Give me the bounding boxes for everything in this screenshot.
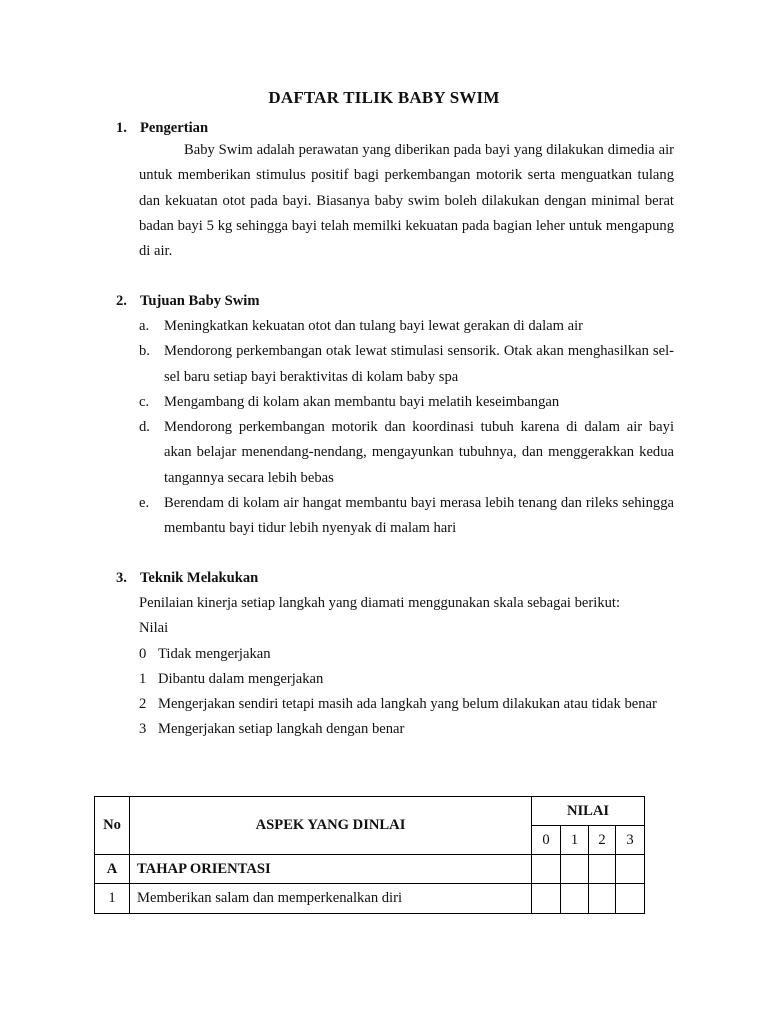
scale-row-2 (139, 692, 674, 717)
score-cell-3[interactable] (616, 884, 645, 914)
score-cell-3[interactable] (616, 855, 645, 884)
assessment-table (94, 796, 645, 914)
score-header-3: 3 (616, 826, 645, 855)
scale-row-3 (139, 717, 674, 742)
goal-marker: c. (139, 393, 150, 410)
section-3-number: 3. (116, 570, 127, 586)
table-row (95, 855, 645, 884)
score-header-1: 1 (561, 826, 589, 855)
row-number: A (95, 855, 130, 884)
score-cell-2[interactable] (589, 855, 616, 884)
score-cell-0[interactable] (532, 884, 561, 914)
header-no: No (95, 797, 130, 855)
row-number: 1 (95, 884, 130, 914)
goal-marker: b. (139, 343, 150, 360)
score-cell-1[interactable] (561, 884, 589, 914)
header-nilai: NILAI (532, 797, 645, 826)
scale-row-0 (139, 642, 674, 667)
document-title: DAFTAR TILIK BABY SWIM (268, 88, 500, 107)
goal-text: Mengambang di kolam akan membantu bayi melatih keseimbangan (164, 393, 560, 410)
scale-value: 3 (139, 721, 147, 738)
goal-item-b (139, 339, 674, 390)
scale-text: Dibantu dalam mengerjakan (158, 670, 324, 687)
scale-value: 1 (139, 670, 147, 687)
section-1-paragraph (139, 138, 674, 264)
scale-text: Mengerjakan setiap langkah dengan benar (158, 721, 405, 738)
section-1-number: 1. (116, 120, 127, 136)
row-aspect-text: TAHAP ORIENTASI (130, 855, 532, 884)
goal-text: Mendorong perkembangan otak lewat stimulasi sensorik. Otak akan menghasilkan sel-sel baru setiap bayi beraktivitas di kolam baby spa (164, 343, 674, 385)
section-2-heading (116, 289, 260, 314)
score-cell-0[interactable] (532, 855, 561, 884)
scale-row-1 (139, 667, 674, 692)
goal-marker: d. (139, 419, 150, 436)
goal-item-e (139, 491, 674, 542)
goal-text: Mendorong perkembangan motorik dan koordinasi tubuh karena di dalam air bayi akan belajar menendang-nendang, mengayunkan tubuhnya, dan menggerakkan kedua tangannya secara lebih bebas (164, 419, 674, 486)
scale-intro: Penilaian kinerja setiap langkah yang diamati menggunakan skala sebagai berikut: (139, 595, 621, 611)
definition-text: Baby Swim adalah perawatan yang diberikan pada bayi yang dilakukan dimedia air untuk memberikan stimulus positif bagi perkembangan motorik serta menguatkan tulang dan kekuatan otot pada bayi. Biasanya baby swim boleh dilakukan dengan minimal berat badan bayi 5 kg sehingga bayi telah memilki kekuatan pada bagian leher untuk mengapung di air. (139, 142, 674, 260)
scale-text: Tidak mengerjakan (158, 645, 271, 662)
goal-marker: a. (139, 318, 150, 334)
score-cell-2[interactable] (589, 884, 616, 914)
scale-text: Mengerjakan sendiri tetapi masih ada langkah yang belum dilakukan atau tidak benar (158, 696, 657, 713)
nilai-label: Nilai (139, 620, 169, 637)
header-aspect: ASPEK YANG DINLAI (130, 797, 532, 855)
goal-item-a (139, 314, 674, 339)
row-aspect-text: Memberikan salam dan memperkenalkan diri (130, 884, 532, 914)
score-cell-1[interactable] (561, 855, 589, 884)
goals-list (139, 314, 674, 542)
goal-text: Meningkatkan kekuatan otot dan tulang bayi lewat gerakan di dalam air (164, 318, 584, 334)
section-2-title: Tujuan Baby Swim (140, 293, 260, 309)
scale-value: 0 (139, 645, 147, 662)
section-3-heading (116, 566, 258, 591)
goal-item-c (139, 390, 674, 415)
scale-value: 2 (139, 696, 147, 713)
section-3-title: Teknik Melakukan (140, 570, 259, 586)
score-header-0: 0 (532, 826, 561, 855)
score-header-2: 2 (589, 826, 616, 855)
goal-item-d (139, 415, 674, 491)
table-header-row (95, 797, 645, 826)
table-row (95, 884, 645, 914)
scoring-scale (139, 591, 674, 743)
goal-marker: e. (139, 495, 150, 512)
goal-text: Berendam di kolam air hangat membantu bayi merasa lebih tenang dan rileks sehingga membantu bayi tidur lebih nyenyak di malam hari (164, 495, 674, 537)
section-1-title: Pengertian (140, 120, 209, 136)
section-2-number: 2. (116, 293, 127, 309)
